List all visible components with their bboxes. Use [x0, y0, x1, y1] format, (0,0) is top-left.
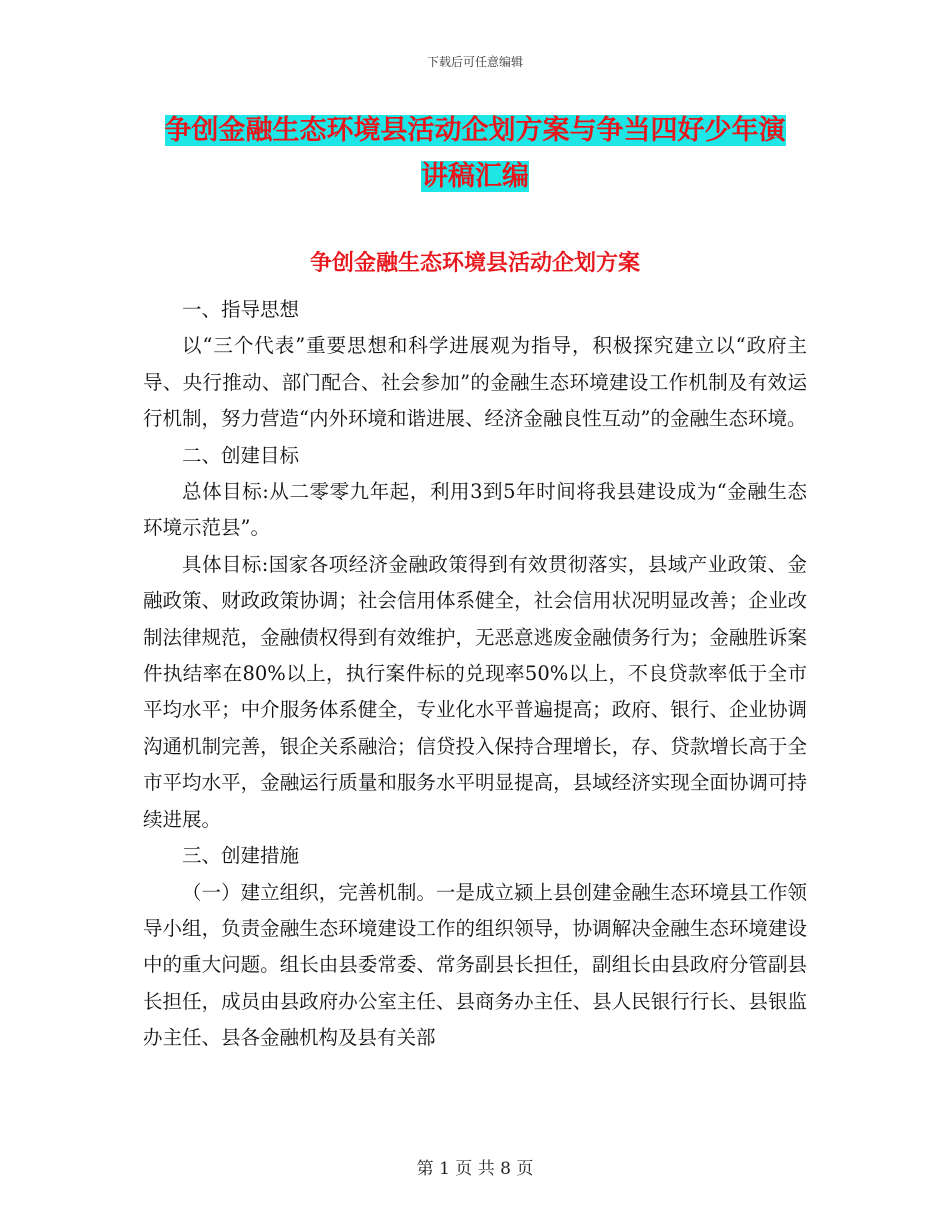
heading-creation-goals: 二、创建目标 — [182, 443, 300, 467]
paragraph-overall-goal: 总体目标:从二零零九年起，利用3到5年时间将我县建设成为“金融生态环境示范县”。 — [143, 480, 807, 540]
document-body — [143, 292, 807, 1057]
section-title: 争创金融生态环境县活动企划方案 — [309, 250, 640, 276]
heading-creation-measures: 三、创建措施 — [182, 844, 300, 868]
paragraph-measure-one: （一）建立组织，完善机制。一是成立颍上县创建金融生态环境县工作领导小组，负责金融生态环境建设工作的组织领导，协调解决金融生态环境建设中的重大问题。组长由县委常委、常务副县长担任，副组长由县政府分管副县长担任，成员由县政府办公室主任、县商务办主任、县人民银行行长、县银监办主任、县各金融机构及县有关部 — [143, 880, 807, 1050]
page-number: 第 1 页 共 8 页 — [416, 1159, 534, 1179]
heading-guiding-ideology: 一、指导思想 — [182, 298, 300, 321]
paragraph-guiding-ideology: 以“三个代表”重要思想和科学进展观为指导，积极探究建立以“政府主导、央行推动、部门配合、社会参加”的金融生态环境建设工作机制及有效运行机制，努力营造“内外环境和谐进展、经济金融良性互动”的金融生态环境。 — [143, 334, 807, 431]
document-title-line-1: 争创金融生态环境县活动企划方案与争当四好少年演 — [164, 115, 786, 146]
page-header-note: 下载后可任意编辑 — [426, 55, 523, 69]
document-title — [145, 108, 805, 200]
paragraph-specific-goals: 具体目标:国家各项经济金融政策得到有效贯彻落实，县域产业政策、金融政策、财政政策协调；社会信用体系健全，社会信用状况明显改善；企业改制法律规范，金融债权得到有效维护，无恶意逃废金融债务行为；金融胜诉案件执结率在80%以上，执行案件标的兑现率50%以上，不良贷款率低于全市平均水平；中介服务体系健全，专业化水平普遍提高；政府、银行、企业协调沟通机制完善，银企关系融洽；信贷投入保持合理增长，存、贷款增长高于全市平均水平，金融运行质量和服务水平明显提高，县域经济实现全面协调可持续进展。 — [143, 552, 807, 831]
document-title-line-2: 讲稿汇编 — [421, 161, 529, 192]
